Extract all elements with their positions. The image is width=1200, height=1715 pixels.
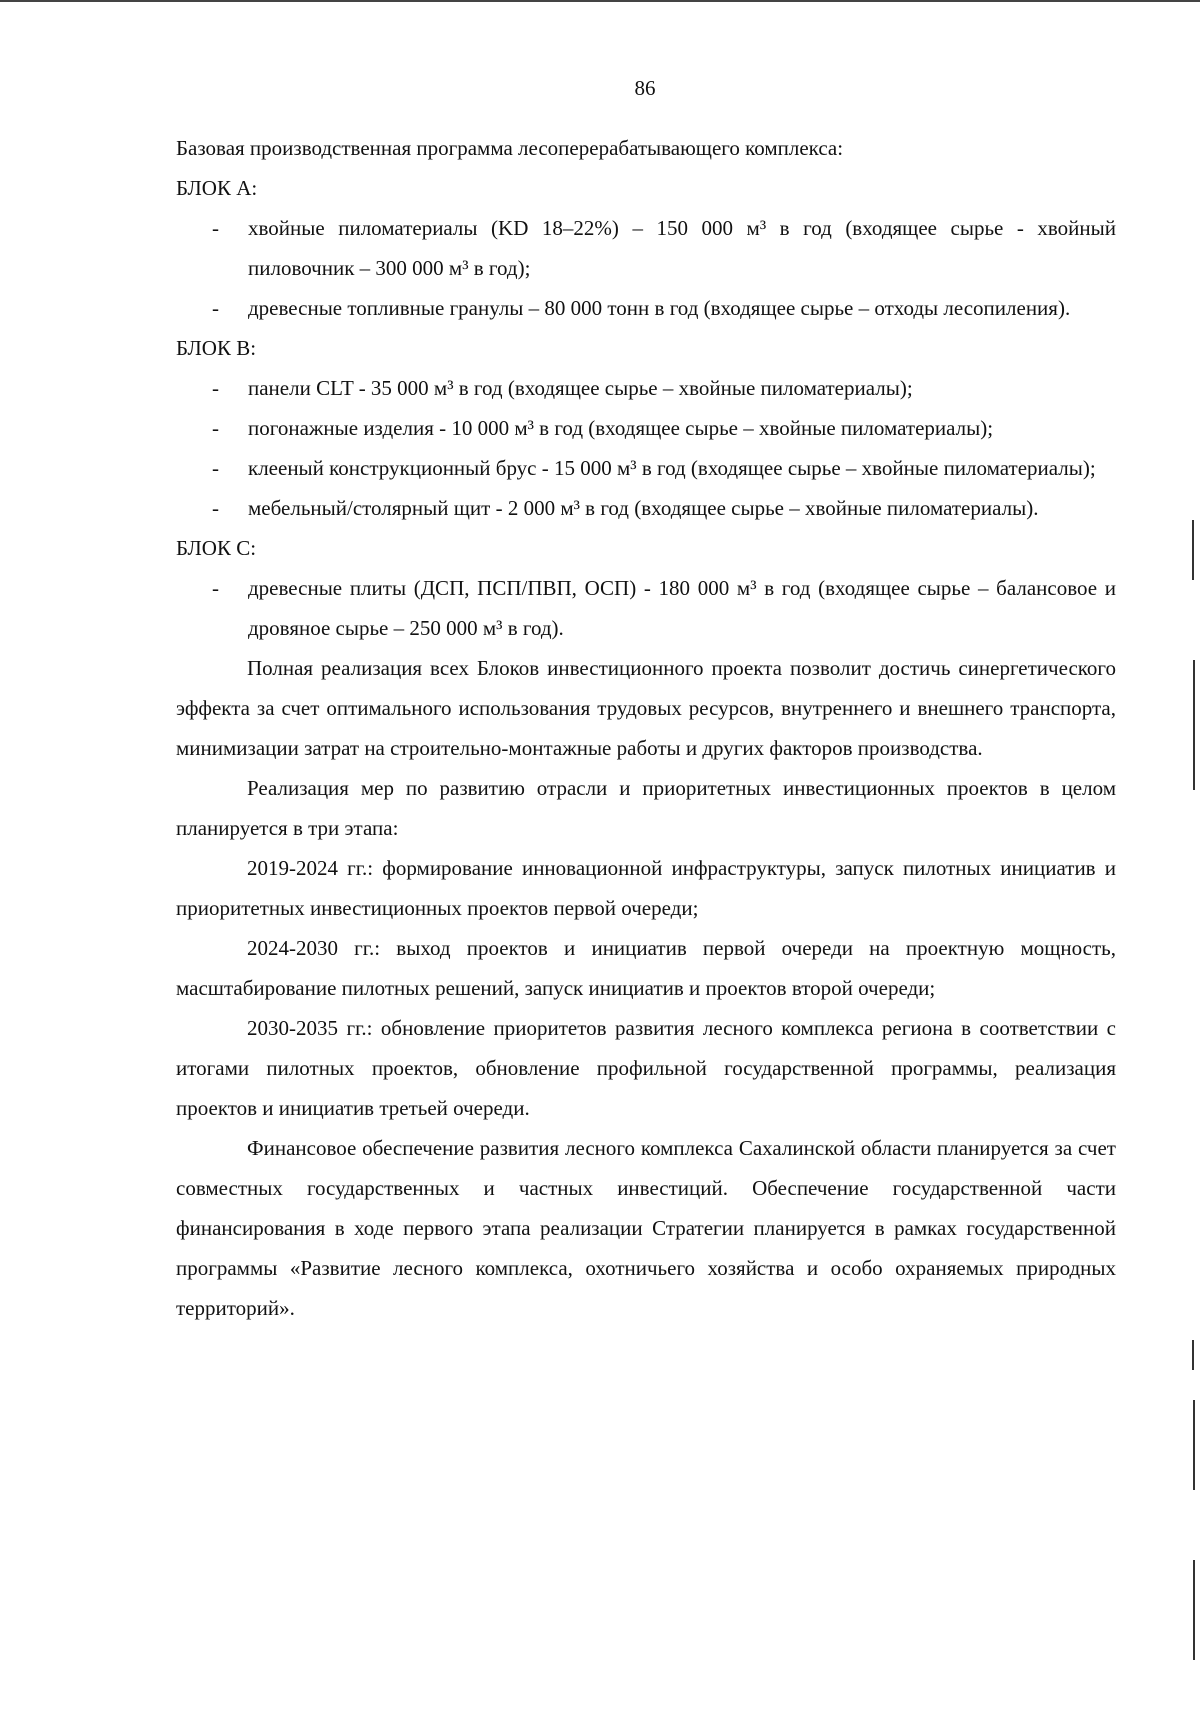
list-item-text: хвойные пиломатериалы (KD 18–22%) – 150 000 м³ в год (входящее сырье - хвойный пиловочник – 300 000 м³ в год); <box>248 216 1116 280</box>
list-item <box>176 288 1116 328</box>
paragraph: Финансовое обеспечение развития лесного комплекса Сахалинской области планируется за счет совместных государственных и частных инвестиций. Обеспечение государственной части финансирования в ходе первого этапа реализации Стратегии планируется в рамках государственной программы «Развитие лесного комплекса, охотничьего хозяйства и особо охраняемых природных территорий». <box>176 1136 1116 1320</box>
block-b-list <box>176 368 1116 528</box>
list-item <box>176 568 1116 648</box>
list-item-text: клееный конструкционный брус - 15 000 м³ в год (входящее сырье – хвойные пиломатериалы); <box>248 456 1096 480</box>
paragraph: 2024-2030 гг.: выход проектов и инициатив первой очереди на проектную мощность, масштабирование пилотных решений, запуск инициатив и проектов второй очереди; <box>176 936 1116 1000</box>
scan-artifact <box>1192 520 1194 580</box>
scan-artifact <box>1193 660 1195 790</box>
list-dash: - <box>212 216 219 240</box>
page-number: 86 <box>634 76 656 100</box>
list-item-text: древесные плиты (ДСП, ПСП/ПВП, ОСП) - 180 000 м³ в год (входящее сырье – балансовое и дровяное сырье – 250 000 м³ в год). <box>248 576 1116 640</box>
list-item <box>176 408 1116 448</box>
block-c-list <box>176 568 1116 648</box>
paragraph: Реализация мер по развитию отрасли и приоритетных инвестиционных проектов в целом планируется в три этапа: <box>176 776 1116 840</box>
paragraph: 2019-2024 гг.: формирование инновационной инфраструктуры, запуск пилотных инициатив и приоритетных инвестиционных проектов первой очереди; <box>176 856 1116 920</box>
paragraph: 2030-2035 гг.: обновление приоритетов развития лесного комплекса региона в соответствии с итогами пилотных проектов, обновление профильной государственной программы, реализация проектов и инициатив третьей очереди. <box>176 1016 1116 1120</box>
list-dash: - <box>212 296 219 320</box>
block-c-title: БЛОК С: <box>176 536 257 560</box>
list-dash: - <box>212 496 219 520</box>
list-item-text: мебельный/столярный щит - 2 000 м³ в год (входящее сырье – хвойные пиломатериалы). <box>248 496 1039 520</box>
scan-artifact <box>1192 1340 1194 1370</box>
list-item-text: погонажные изделия - 10 000 м³ в год (входящее сырье – хвойные пиломатериалы); <box>248 416 994 440</box>
list-item <box>176 488 1116 528</box>
document-body <box>176 128 1116 1328</box>
list-dash: - <box>212 376 219 400</box>
paragraph: Полная реализация всех Блоков инвестиционного проекта позволит достичь синергетического эффекта за счет оптимального использования трудовых ресурсов, внутреннего и внешнего транспорта, минимизации затрат на строительно-монтажные работы и других факторов производства. <box>176 656 1116 760</box>
scan-artifact <box>1193 1400 1195 1490</box>
block-a-list <box>176 208 1116 328</box>
intro-line: Базовая производственная программа лесоперерабатывающего комплекса: <box>176 136 844 160</box>
list-item-text: древесные топливные гранулы – 80 000 тонн в год (входящее сырье – отходы лесопиления). <box>248 296 1071 320</box>
list-dash: - <box>212 416 219 440</box>
list-item <box>176 448 1116 488</box>
scan-artifact <box>1193 1560 1195 1660</box>
list-item <box>176 208 1116 288</box>
list-item <box>176 368 1116 408</box>
list-item-text: панели CLT - 35 000 м³ в год (входящее сырье – хвойные пиломатериалы); <box>248 376 913 400</box>
block-a-title: БЛОК А: <box>176 176 258 200</box>
scan-top-border <box>0 0 1200 2</box>
block-b-title: БЛОК В: <box>176 336 257 360</box>
list-dash: - <box>212 576 219 600</box>
list-dash: - <box>212 456 219 480</box>
